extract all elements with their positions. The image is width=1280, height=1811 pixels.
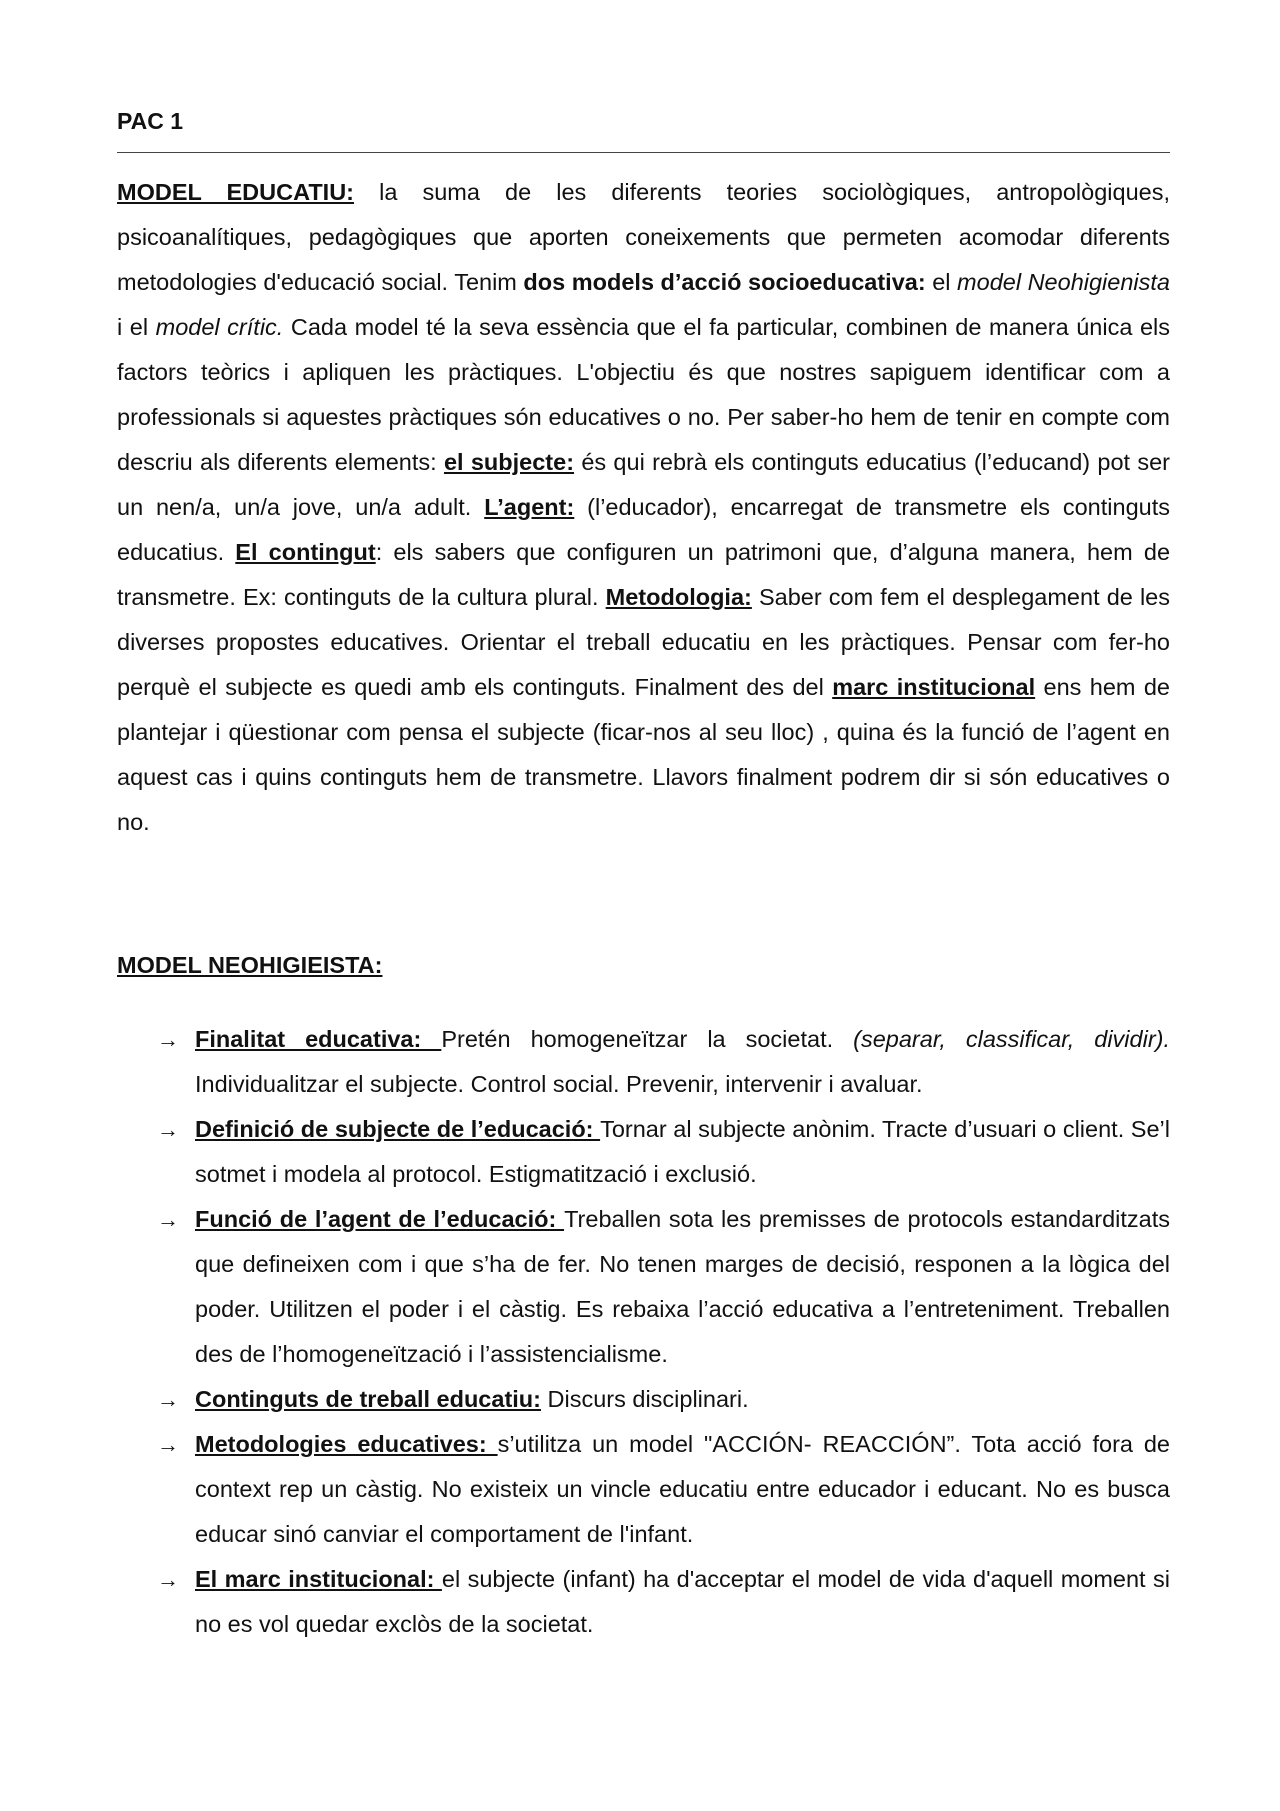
model-list (117, 1017, 1170, 1647)
list-item (117, 1377, 1170, 1422)
title-divider (117, 152, 1170, 153)
intro-italic: model Neohigienista (957, 269, 1170, 295)
arrow-icon: → (157, 1387, 179, 1412)
item-text: s’utilitza un model "ACCIÓN- REACCIÓN”. Tota acció fora de context rep un càstig. No existeix un vincle educatiu entre educador i educant. No es busca educar sinó canviar el comportament de l'infant. (195, 1431, 1171, 1547)
intro-italic: model crític. (155, 314, 284, 340)
item-text: Treballen sota les premisses de protocols estandarditzats que defineixen com i que s’ha de fer. No tenen marges de decisió, responen a la lògica del poder. Utilitzen el poder i el càstig. Es rebaixa l’acció educativa a l’entreteniment. Treballen des de l’homogeneïtzació i l’assistencialisme. (195, 1206, 1171, 1367)
item-label: El marc institucional: (195, 1566, 442, 1592)
term-agent: L’agent: (484, 494, 575, 520)
intro-paragraph (117, 170, 1170, 845)
list-item (117, 1197, 1170, 1377)
arrow-icon: → (157, 1567, 179, 1592)
item-italic: (separar, classificar, dividir). (853, 1026, 1170, 1052)
term-subjecte: el subjecte: (443, 449, 575, 475)
list-item (117, 1557, 1170, 1647)
item-label: Metodologies educatives: (195, 1431, 498, 1457)
intro-text: Cada model té la seva essència que el fa particular, combinen de manera única els factors teòrics i apliquen les pràctiques. L'objectiu és que nostres sapiguem identificar com a professionals si aquestes pràctiques són educatives o no. Per saber-ho hem de tenir en compte com descriu als diferents elements: (117, 314, 1170, 475)
intro-label: MODEL EDUCATIU: (117, 179, 355, 205)
list-item (117, 1422, 1170, 1557)
intro-text: la suma de les diferents teories sociològiques, antropològiques, psicoanalítiques, pedagògiques que aporten coneixements que permeten acomodar diferents metodologies d'educació social. Tenim (117, 179, 1170, 295)
list-item (117, 1107, 1170, 1197)
intro-text: ens hem de plantejar i qüestionar com pensa el subjecte (ficar-nos al seu lloc) , quina és la funció de l’agent en aquest cas i quins continguts hem de transmetre. Llavors finalment podrem dir si són educatives o no. (117, 674, 1170, 835)
intro-text: : els sabers que configuren un patrimoni que, d’alguna manera, hem de transmetre. Ex: continguts de la cultura plural. (117, 539, 1171, 610)
item-label: Definició de subjecte de l’educació: (195, 1116, 601, 1142)
item-label: Funció de l’agent de l’educació: (195, 1206, 565, 1232)
arrow-icon: → (157, 1027, 179, 1052)
term-metodologia: Metodologia: (605, 584, 752, 610)
intro-text: Saber com fem el desplegament de les diverses propostes educatives. Orientar el treball educatiu en les pràctiques. Pensar com fer-ho perquè el subjecte es quedi amb els continguts. Finalment des del (117, 584, 1170, 700)
term-marc-institucional: marc institucional (832, 674, 1036, 700)
intro-text: és qui rebrà els continguts educatius (l’educand) pot ser un nen/a, un/a jove, un/a adult. (117, 449, 1170, 520)
section-title: MODEL NEOHIGIEISTA: (117, 952, 383, 978)
item-label: Finalitat educativa: (195, 1026, 442, 1052)
list-item (117, 1017, 1170, 1107)
term-contingut: El contingut (235, 539, 376, 565)
arrow-icon: → (157, 1117, 179, 1142)
page-title: PAC 1 (117, 108, 184, 134)
intro-text: (l’educador), encarregat de transmetre els continguts educatius. (117, 494, 1170, 565)
intro-bold: dos models d’acció socioeducativa: (523, 269, 926, 295)
arrow-icon: → (157, 1432, 179, 1457)
arrow-icon: → (157, 1207, 179, 1232)
item-text: Discurs disciplinari. (540, 1386, 749, 1412)
item-text: Pretén homogeneïtzar la societat. (441, 1026, 854, 1052)
item-text: Individualitzar el subjecte. Control social. Prevenir, intervenir i avaluar. (195, 1071, 923, 1097)
item-text: Tornar al subjecte anònim. Tracte d’usuari o client. Se’l sotmet i modela al protocol. Estigmatització i exclusió. (195, 1116, 1170, 1187)
item-label: Continguts de treball educatiu: (195, 1386, 541, 1412)
intro-text: el (925, 269, 958, 295)
intro-text: i el (117, 314, 156, 340)
item-text: el subjecte (infant) ha d'acceptar el model de vida d'aquell moment si no es vol quedar exclòs de la societat. (195, 1566, 1170, 1637)
